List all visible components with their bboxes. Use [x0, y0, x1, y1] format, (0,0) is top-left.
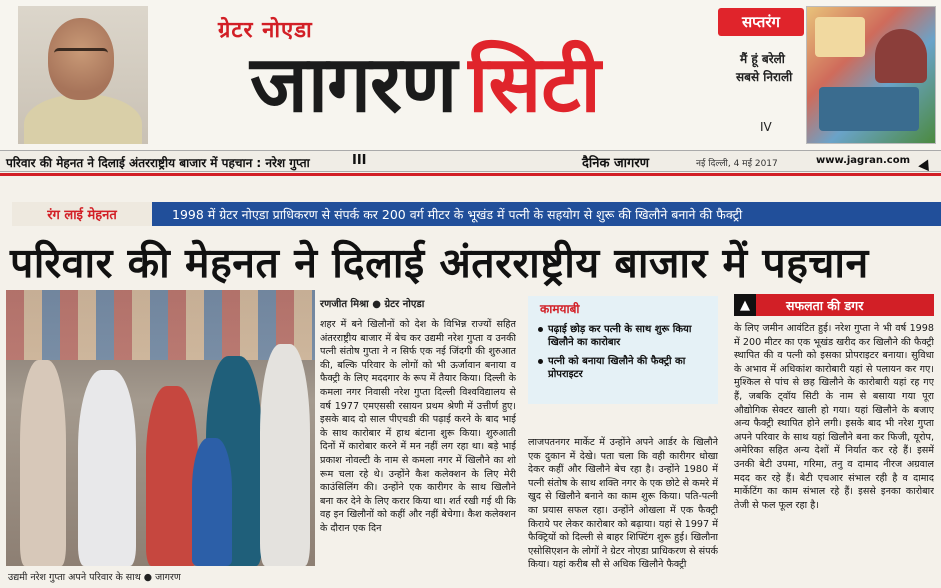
- paper-name: दैनिक जागरण: [582, 156, 650, 171]
- story-deck: 1998 में ग्रेटर नोएडा प्राधिकरण से संपर्क कर 200 वर्ग मीटर के भूखंड में पत्नी के सहयोग से शुरू की खिलौने बनाने की फैक्ट्री: [152, 202, 941, 226]
- collage-tile: [815, 17, 865, 57]
- highlights-title: कामयाबी: [540, 302, 580, 316]
- sidebar-header: [734, 294, 934, 316]
- sidebar-title: सफलता की डगर: [786, 297, 864, 313]
- person-figure: [260, 344, 310, 566]
- supplement-collage: [806, 6, 936, 144]
- brand-part2: सिटी: [468, 40, 601, 130]
- strip-headline: परिवार की मेहनत ने दिलाई अंतरराष्ट्रीय बाजार में पहचान : नरेश गुप्ता: [6, 156, 310, 170]
- photo-caption: उद्यमी नरेश गुप्ता अपने परिवार के साथ ● जागरण: [8, 572, 181, 583]
- child-figure: [192, 438, 232, 566]
- highlights-box: [528, 296, 718, 404]
- person-figure: [20, 360, 66, 566]
- brand-logo: [250, 40, 601, 130]
- portrait-glasses: [54, 48, 108, 58]
- person-figure: [78, 370, 136, 566]
- tagline-line1: मैं हूं बरेली: [740, 52, 785, 66]
- page-info-strip: [0, 150, 941, 172]
- issue-date: नई दिल्ली, 4 मई 2017: [696, 159, 778, 169]
- website-link[interactable]: www.jagran.com: [816, 155, 911, 166]
- article-column-1: शहर में बने खिलौनों को देश के विभिन्न राज्यों सहित अंतरराष्ट्रीय बाजार में बेच कर उद्यमी नरेश गुप्ता व उनकी पत्नी संतोष गुप्ता ने न सिर्फ एक नई जिंदगी की शुरुआत की, बल्कि परिवार के लोगों को भी ऊर्जावान बनाया व फैक्ट्री के लिए मददगार के रूप में तैयार किया। दिल्ली के कमला नगर निवासी नरेश गुप्ता दिल्ली विश्वविद्यालय से वर्ष 1977 एमएससी रसायन प्रथम श्रेणी में उत्तीर्ण हुए। इसके बाद दो साल पीएचडी की पढ़ाई करने के बाद भाई के साथ कारोबार में हाथ बंटाना शुरू किया। शुरुआती दिनों में कारोबार करने में मन नहीं लग रहा था। बड़े भाई प्रकाश नोवल्टी के नाम से कमला नगर में खिलौने का शो रूम चला रहे थे। उन्होंने कैश कलेक्शन के लिए मेरी काउंसिलिंग की। उन्होंने एक कारीगर के साथ खिलौने बना कर देने के लिए करार किया था। शर्त रखी गई थी कि वह इन खिलौनों को कहीं और नहीं बेचेगा। कैश कलेक्शन के दौरान एक दिन: [320, 319, 516, 534]
- byline: रणजीत मिश्रा ● ग्रेटर नोएडा: [320, 299, 425, 310]
- masthead: [0, 0, 941, 150]
- collage-tile: [875, 29, 927, 83]
- article-column-2: लाजपतनगर मार्केट में उन्होंने अपने आर्डर के खिलौने एक दुकान में देखे। पता चला कि वही कारीगर धोखा देकर कहीं और खिलौने बेच रहा है। उन्होंने 1980 में पत्नी संतोष के साथ शक्ति नगर के एक छोटे से कमरे में खुद से खिलौने बनाने का काम शुरू किया। पति-पत्नी का प्रयास सफल रहा। उन्होंने ओखला में एक फैक्ट्री किराये पर लेकर कारोबार को बढ़ाया। यहां से 1997 में फैक्ट्रियों को दिल्ली से बाहर शिफ्टिंग शुरू हुई। खिलौना एसोसिएशन के लोगों ने ग्रेटर नोएडा प्राधिकरण से संपर्क किया। यहां करीब सौ से अधिक खिलौने फैक्ट्री: [528, 437, 718, 571]
- stairs-icon: ▲: [734, 294, 756, 316]
- family-photo: [6, 290, 315, 566]
- person-figure: [146, 386, 198, 566]
- brand-part1: जागरण: [250, 40, 457, 130]
- story-title: परिवार की मेहनत ने दिलाई अंतरराष्ट्रीय बाजार में पहचान: [10, 239, 869, 287]
- strip-bars: III: [352, 153, 367, 168]
- tagline-line2: सबसे निराली: [736, 70, 793, 84]
- supplement-badge: सप्तरंग: [718, 8, 804, 36]
- divider-line: [0, 173, 941, 176]
- story-topbar: [0, 202, 941, 226]
- highlight-item: पढ़ाई छोड़ कर पत्नी के साथ शुरू किया खिलौने का कारोबार: [538, 323, 710, 349]
- story-kicker: रंग लाई मेहनत: [12, 202, 152, 226]
- portrait-shirt: [24, 94, 142, 144]
- collage-tile: [819, 87, 919, 131]
- highlight-item: पत्नी को बनाया खिलौने की फैक्ट्री का प्रोपराइटर: [538, 355, 710, 381]
- article-column-3: के लिए जमीन आवंटित हुई। नरेश गुप्ता ने भी वर्ष 1998 में 200 मीटर का एक भूखंड खरीद कर खिलौने की फैक्ट्री स्थापित की व पत्नी को इसका प्रोपराइटर बनाया। सुविधा के अभाव में अधिकांश कारोबारी यहां से पलायन कर गए। मुश्किल से पांच से छह खिलौने के कारोबारी यहां रह गए हैं, जबकि ट्वॉय सिटी के नाम से बसाया गया पूरा औद्योगिक सेक्टर खाली हो गया। यहां खिलौने के बजाए अन्य फैक्ट्री स्थापित होने लगी। इसके बाद भी नरेश गुप्ता अपने परिवार के साथ यहां खिलौने बना कर फिजी, यूरोप, अमेरिका सहित अन्य देशों में निर्यात कर रहे हैं। इसमें उनकी बेटी उपमा, गरिमा, तनु व दामाद नीरज अग्रवाल मदद कर रहे हैं। बेटी एचआर संभाल रही है व दामाद मार्केटिंग का काम संभाल रहे हैं। इससे इनका कारोबार तेजी से फल फूल रहा है।: [734, 323, 934, 511]
- toy-shelf: [6, 290, 315, 360]
- page-number: IV: [760, 120, 772, 134]
- portrait-photo: [18, 6, 148, 144]
- portrait-face: [48, 18, 114, 100]
- edition-label: ग्रेटर नोएडा: [218, 18, 313, 43]
